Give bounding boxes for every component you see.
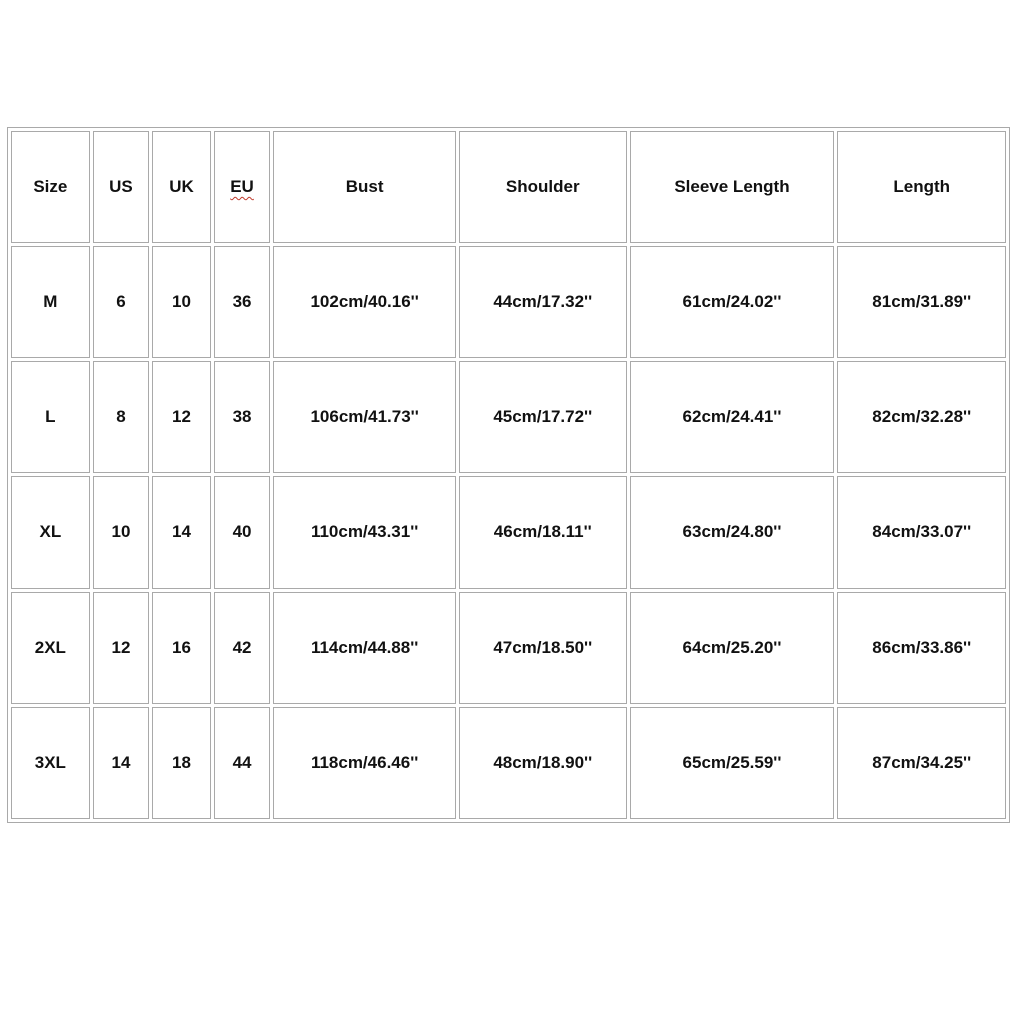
cell-sleeve-length: 63cm/24.80'' [630,476,835,588]
cell-uk: 10 [152,246,211,358]
cell-eu: 42 [214,592,271,704]
cell-size: 2XL [11,592,90,704]
cell-bust: 118cm/46.46'' [273,707,456,819]
cell-uk: 14 [152,476,211,588]
header-eu [214,131,271,243]
header-row [11,131,1006,243]
cell-us: 14 [93,707,150,819]
header-size: Size [11,131,90,243]
header-shoulder: Shoulder [459,131,627,243]
cell-size: M [11,246,90,358]
cell-size: L [11,361,90,473]
cell-eu: 36 [214,246,271,358]
header-uk: UK [152,131,211,243]
cell-length: 81cm/31.89'' [837,246,1006,358]
cell-uk: 18 [152,707,211,819]
cell-size: XL [11,476,90,588]
cell-bust: 114cm/44.88'' [273,592,456,704]
cell-sleeve-length: 65cm/25.59'' [630,707,835,819]
cell-uk: 12 [152,361,211,473]
cell-us: 12 [93,592,150,704]
cell-length: 86cm/33.86'' [837,592,1006,704]
cell-shoulder: 47cm/18.50'' [459,592,627,704]
table-row [11,246,1006,358]
cell-eu: 44 [214,707,271,819]
cell-length: 87cm/34.25'' [837,707,1006,819]
cell-shoulder: 44cm/17.32'' [459,246,627,358]
size-table [8,128,1009,822]
cell-bust: 106cm/41.73'' [273,361,456,473]
cell-us: 10 [93,476,150,588]
cell-us: 8 [93,361,150,473]
cell-length: 84cm/33.07'' [837,476,1006,588]
header-bust: Bust [273,131,456,243]
cell-sleeve-length: 64cm/25.20'' [630,592,835,704]
header-sleeve-length: Sleeve Length [630,131,835,243]
cell-eu: 38 [214,361,271,473]
cell-uk: 16 [152,592,211,704]
cell-size: 3XL [11,707,90,819]
cell-bust: 102cm/40.16'' [273,246,456,358]
size-chart [7,127,1010,823]
cell-bust: 110cm/43.31'' [273,476,456,588]
cell-shoulder: 48cm/18.90'' [459,707,627,819]
header-length: Length [837,131,1006,243]
header-eu-label: EU [230,177,254,196]
table-row [11,707,1006,819]
table-row [11,476,1006,588]
cell-sleeve-length: 62cm/24.41'' [630,361,835,473]
table-row [11,361,1006,473]
cell-us: 6 [93,246,150,358]
table-row [11,592,1006,704]
header-us: US [93,131,150,243]
cell-eu: 40 [214,476,271,588]
cell-shoulder: 46cm/18.11'' [459,476,627,588]
cell-sleeve-length: 61cm/24.02'' [630,246,835,358]
cell-shoulder: 45cm/17.72'' [459,361,627,473]
cell-length: 82cm/32.28'' [837,361,1006,473]
